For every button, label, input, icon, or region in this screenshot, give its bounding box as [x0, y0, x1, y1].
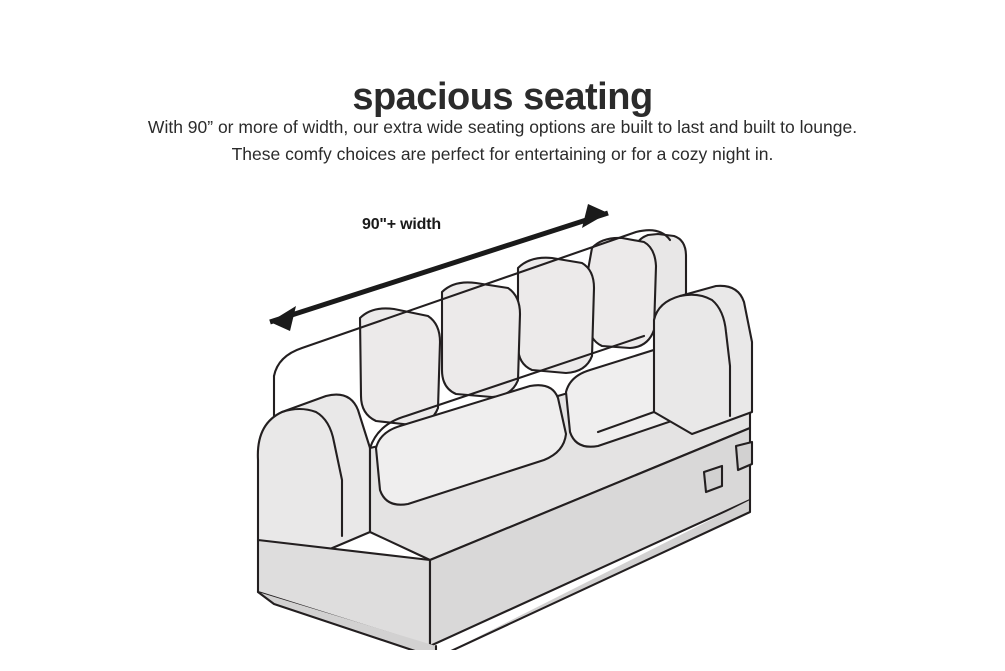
subtitle-line-2: These comfy choices are perfect for entertaining or for a cozy night in. [231, 143, 774, 164]
sofa-illustration [230, 180, 790, 650]
width-dimension-label: 90"+ width [362, 216, 441, 233]
sofa-body [258, 230, 752, 650]
subtitle-line-1: With 90” or more of width, our extra wide seating options are built to last and built to lounge. [147, 117, 858, 137]
page-title: spacious seating [352, 76, 653, 119]
subtitle-block [0, 114, 1005, 167]
sofa-svg [230, 180, 790, 650]
